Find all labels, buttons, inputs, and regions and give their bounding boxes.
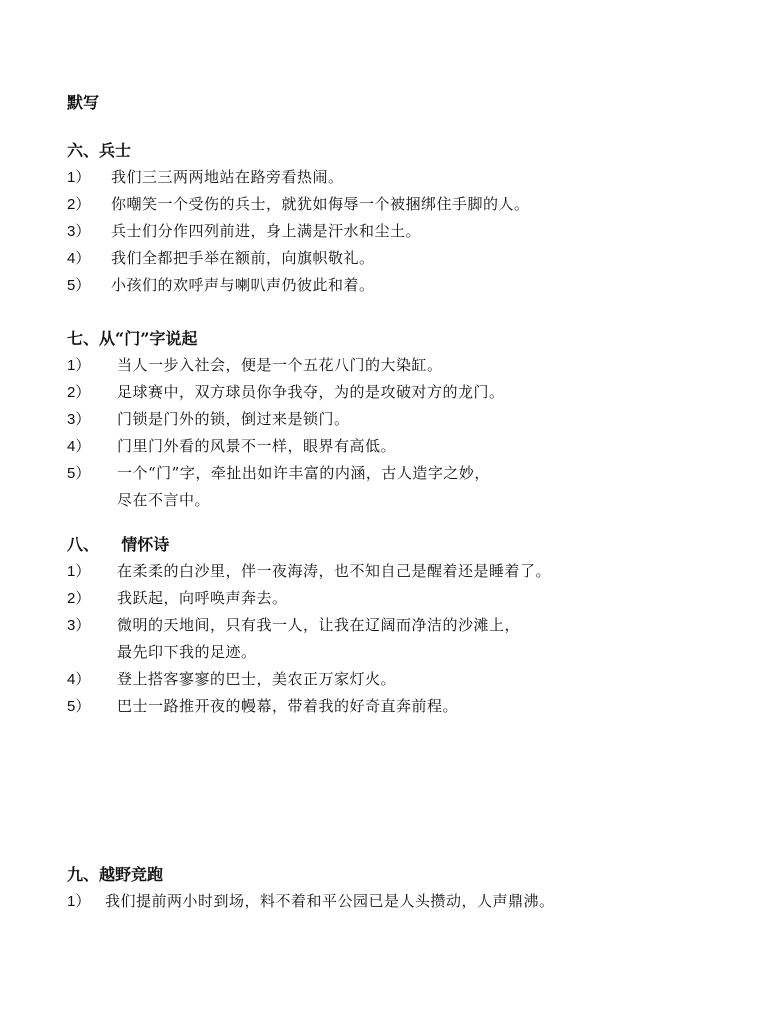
item-text: [117, 352, 443, 379]
item-text: [117, 433, 396, 460]
item-line: 当人一步入社会，便是一个五花八门的大染缸。: [117, 356, 443, 374]
list-item: [67, 379, 747, 406]
list-item: [67, 460, 747, 514]
item-text: [111, 245, 375, 272]
section-heading: 七、从“门”字说起: [67, 329, 198, 348]
item-number: 2）: [67, 590, 91, 607]
item-number: 5）: [67, 277, 91, 294]
item-line: 我们提前两小时到场，料不着和平公园已是人头攒动，人声鼎沸。: [105, 892, 555, 910]
list-item: [67, 164, 747, 191]
item-number: 1）: [67, 169, 91, 186]
item-number: 5）: [67, 698, 91, 715]
item-line: 登上搭客寥寥的巴士，美农正万家灯火。: [117, 670, 397, 688]
list-item: [67, 245, 747, 272]
item-text: [117, 666, 396, 693]
item-number: 4）: [67, 250, 91, 267]
item-line: 一个“门”字，牵扯出如许丰富的内涵，古人造字之妙，: [117, 464, 490, 482]
item-line: 你嘲笑一个受伤的兵士，就犹如侮辱一个被捆绑住手脚的人。: [111, 195, 530, 213]
item-line: 微明的天地间，只有我一人，让我在辽阔而净洁的沙滩上，: [117, 616, 521, 634]
list-item: [67, 433, 747, 460]
list-item: [67, 272, 747, 299]
item-text: [105, 888, 555, 915]
list-item: [67, 666, 747, 693]
item-number: 3）: [67, 223, 91, 240]
list-item: [67, 693, 747, 720]
item-number: 1）: [67, 893, 91, 910]
item-line: 门里门外看的风景不一样，眼界有高低。: [117, 437, 397, 455]
section-men-zi: [67, 326, 747, 514]
item-line: 我们全都把手举在额前，向旗帜敬礼。: [111, 249, 375, 267]
section-heading: 九、越野竞跑: [67, 865, 164, 884]
item-line: 足球赛中，双方球员你争我夺，为的是攻破对方的龙门。: [117, 383, 505, 401]
item-text: [117, 693, 458, 720]
item-line: 兵士们分作四列前进，身上满是汗水和尘土。: [111, 222, 422, 240]
item-text: [117, 585, 288, 612]
item-number: 4）: [67, 671, 91, 688]
item-text: [117, 612, 520, 666]
section-bingshi: [67, 138, 747, 299]
item-line: 门锁是门外的锁，倒过来是锁门。: [117, 410, 350, 428]
item-line: 小孩们的欢呼声与喇叭声仍彼此和着。: [111, 276, 375, 294]
item-text: [111, 272, 375, 299]
item-text: [111, 218, 421, 245]
item-text: [117, 406, 350, 433]
item-text: [111, 191, 530, 218]
item-text: [111, 164, 344, 191]
section-heading: 八、 情怀诗: [67, 535, 170, 554]
item-line: 在柔柔的白沙里，伴一夜海涛，也不知自己是醒着还是睡着了。: [117, 562, 552, 580]
item-line: 尽在不言中。: [117, 491, 211, 509]
list-item: [67, 191, 747, 218]
section-yueye-jingpao: [67, 862, 747, 915]
item-number: 3）: [67, 411, 91, 428]
item-number: 2）: [67, 196, 91, 213]
list-item: [67, 612, 747, 666]
list-item: [67, 585, 747, 612]
item-number: 5）: [67, 465, 91, 482]
item-number: 3）: [67, 617, 91, 634]
item-text: [117, 379, 505, 406]
document-title: 默写: [67, 93, 100, 112]
list-item: [67, 558, 747, 585]
item-line: 我们三三两两地站在路旁看热闹。: [111, 168, 344, 186]
item-number: 4）: [67, 438, 91, 455]
list-item: [67, 406, 747, 433]
list-item: [67, 888, 747, 915]
item-text: [117, 460, 490, 514]
list-item: [67, 352, 747, 379]
item-number: 1）: [67, 357, 91, 374]
item-number: 2）: [67, 384, 91, 401]
item-number: 1）: [67, 563, 91, 580]
section-heading: 六、兵士: [67, 141, 132, 160]
section-qinghuai-shi: [67, 532, 747, 720]
item-text: [117, 558, 551, 585]
item-line: 最先印下我的足迹。: [117, 643, 257, 661]
list-item: [67, 218, 747, 245]
item-line: 巴士一路推开夜的幔幕，带着我的好奇直奔前程。: [117, 697, 459, 715]
item-line: 我跃起，向呼唤声奔去。: [117, 589, 288, 607]
